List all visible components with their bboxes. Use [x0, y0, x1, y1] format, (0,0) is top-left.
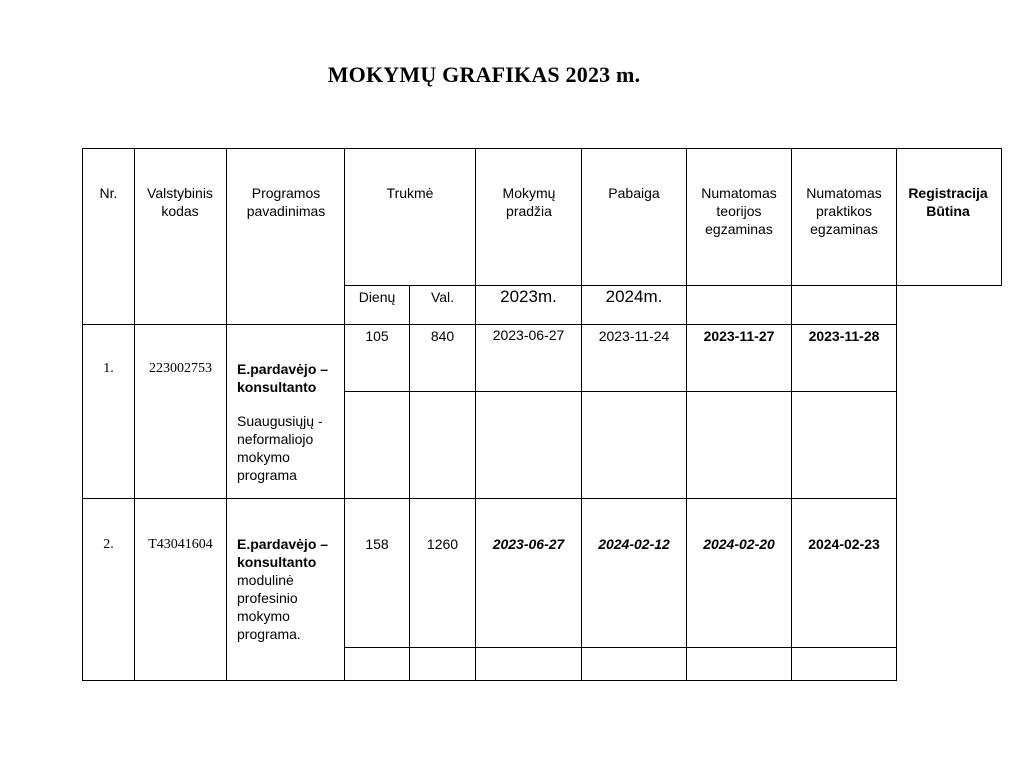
header-year-end: 2024m.: [605, 287, 663, 306]
row2-pabaiga: 2024-02-12: [598, 536, 670, 552]
row1-val: 840: [430, 328, 455, 344]
header-bottom: [82, 324, 897, 325]
row2-pradzia: 2023-06-27: [492, 536, 565, 552]
header-registracija: Registracija Būtina: [908, 185, 988, 219]
col-divider: [226, 148, 227, 681]
col-divider: [686, 148, 687, 681]
row2-dienu: 158: [365, 536, 389, 552]
row2-val: 1260: [426, 536, 459, 552]
col-divider: [475, 148, 476, 681]
page-title: MOKYMŲ GRAFIKAS 2023 m.: [327, 62, 641, 87]
row1-praktikos: 2023-11-28: [808, 328, 880, 344]
row1-kodas: 223002753: [149, 361, 212, 376]
header-praktikos-egzaminas: Numatomas praktikos egzaminas: [806, 185, 882, 237]
col-divider: [896, 148, 897, 681]
row1-pabaiga: 2023-11-24: [598, 328, 670, 344]
table-border-left: [82, 148, 83, 681]
row2-praktikos: 2024-02-23: [808, 536, 880, 552]
header-year-start: 2023m.: [500, 287, 557, 306]
row1-program-desc: Suaugusiųjų - neformaliojo mokymo programa: [237, 413, 323, 483]
table-border-right: [1001, 148, 1002, 286]
row2-kodas: T43041604: [148, 537, 213, 552]
row2-program-desc: modulinė profesinio mokymo programa.: [237, 572, 301, 642]
col-divider: [791, 148, 792, 681]
row2-subdivider: [344, 647, 897, 648]
row1-program-name: E.pardavėjo – konsultanto: [237, 361, 329, 395]
table-border-bottom: [82, 680, 897, 681]
header-trukme: Trukmė: [386, 185, 434, 201]
row1-nr: 1.: [103, 361, 114, 376]
header-mokymu-pradzia: Mokymų pradžia: [502, 185, 556, 219]
row1-subdivider: [344, 391, 897, 392]
header-val: Val.: [430, 289, 455, 305]
row1-teorijos: 2023-11-27: [703, 328, 775, 344]
header-divider: [344, 285, 1002, 286]
table-border-top: [82, 148, 1002, 149]
header-pabaiga: Pabaiga: [608, 185, 660, 201]
header-valstybinis-kodas: Valstybinis kodas: [147, 185, 213, 219]
header-nr: Nr.: [99, 185, 118, 201]
row2-program-name: E.pardavėjo – konsultanto: [237, 536, 329, 570]
row1-dienu: 105: [365, 328, 389, 344]
row1-bottom: [82, 498, 897, 499]
header-teorijos-egzaminas: Numatomas teorijos egzaminas: [701, 185, 777, 237]
col-divider: [134, 148, 135, 681]
header-dienu: Dienų: [358, 289, 396, 305]
header-programos-pavadinimas: Programos pavadinimas: [246, 185, 326, 219]
col-divider: [581, 148, 582, 681]
row1-pradzia: 2023-06-27: [492, 327, 565, 343]
row2-nr: 2.: [103, 537, 114, 552]
col-divider: [344, 148, 345, 681]
row2-teorijos: 2024-02-20: [703, 536, 775, 552]
